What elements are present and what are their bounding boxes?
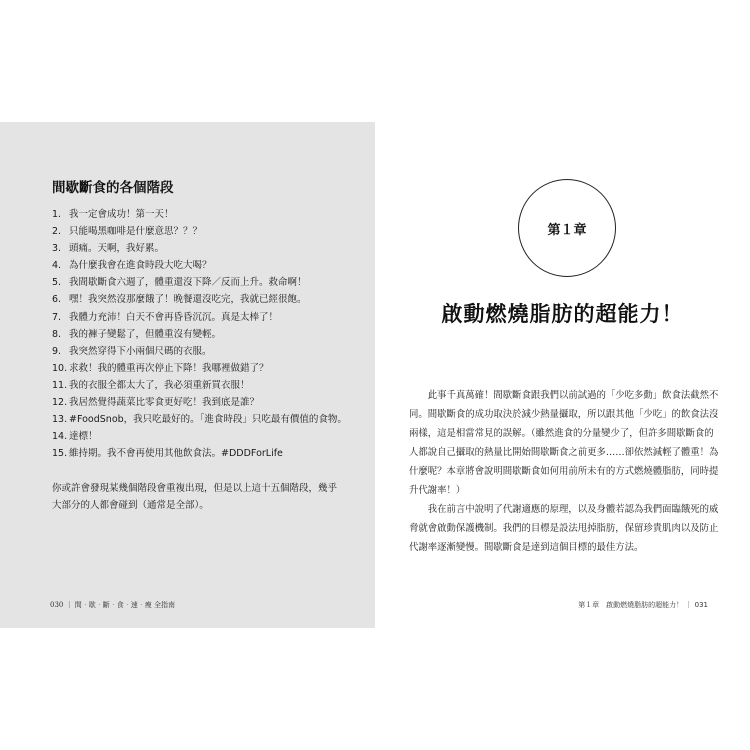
body-paragraph: 我在前言中說明了代謝適應的原理，以及身體若認為我們面臨餓死的威脅就會啟動保護機制。我們的目標是設法甩掉脂肪，保留珍貴肌肉以及防止代謝率逐漸變慢。間歇斷食是達到這個目標的最佳方法。 xyxy=(409,504,719,553)
stage-number: 15. xyxy=(52,448,68,460)
stage-item xyxy=(52,326,352,343)
right-folio: 第１章 啟動燃燒脂肪的超能力！ ｜ 031 xyxy=(578,601,708,609)
stage-number: 5. xyxy=(52,277,62,289)
stage-text: 我的衣服全都太大了，我必須重新買衣服！ xyxy=(69,379,250,391)
stage-number: 1. xyxy=(52,209,62,220)
stage-item xyxy=(52,411,352,428)
stage-text: 達標！ xyxy=(69,431,98,443)
stage-text: 我間歇斷食六週了，體重還沒下降／反而上升。救命啊！ xyxy=(69,277,307,289)
stage-item xyxy=(52,274,352,291)
stage-item xyxy=(52,257,352,274)
summary-paragraph: 你或許會發現某幾個階段會重複出現，但是以上這十五個階段，幾乎大部分的人都會碰到（通常是全部）。 xyxy=(52,483,338,511)
stage-text: 頭痛。天啊，我好累。 xyxy=(69,243,165,255)
stage-text: 嘿！我突然沒那麼餓了！晚餐還沒吃完，我就已經很飽。 xyxy=(69,294,307,306)
stage-number: 2. xyxy=(52,226,62,238)
stage-item xyxy=(52,343,352,360)
stage-item xyxy=(52,240,352,257)
stage-number: 13. xyxy=(52,414,68,426)
stage-number: 8. xyxy=(52,328,62,340)
left-page xyxy=(0,122,375,628)
stage-text: 求救！我的體重再次停止下降！我哪裡做錯了？ xyxy=(69,362,269,374)
stage-text: 我體力充沛！白天不會再昏昏沉沉。真是太棒了！ xyxy=(69,311,279,323)
stage-item xyxy=(52,377,352,394)
right-page xyxy=(375,122,750,628)
left-folio: 030 ｜ 間‧歇‧斷‧食‧速‧瘦 全指南 xyxy=(50,601,176,609)
chapter-title: 啟動燃燒脂肪的超能力！ xyxy=(441,302,684,326)
body-paragraph: 此事千真萬確！間歇斷食跟我們以前試過的「少吃多動」飲食法截然不同。間歇斷食的成功取決於減少熱量攝取，所以跟其他「少吃」的飲食法沒兩樣，這是相當常見的誤解。（雖然進食的分量變少了，但許多間歇斷食的人都說自己攝取的熱量比開始間歇斷食之前更多……卻依然減輕了體重！為什麼呢？本章將會說明間歇斷食如何用前所未有的方式燃燒體脂肪，同時提升代謝率！） xyxy=(409,390,719,496)
stage-item xyxy=(52,428,352,445)
stage-item xyxy=(52,394,352,411)
stage-number: 11. xyxy=(52,379,68,391)
stage-number: 12. xyxy=(52,397,68,409)
section-title: 間歇斷食的各個階段 xyxy=(52,180,174,196)
stage-number: 4. xyxy=(52,260,62,272)
stage-item xyxy=(52,445,352,462)
stage-text: 維持期。我不會再使用其他飲食法。#DDDForLife xyxy=(69,448,283,460)
stage-item xyxy=(52,360,352,377)
stage-item xyxy=(52,206,352,223)
stage-text: 我突然穿得下小兩個尺碼的衣服。 xyxy=(69,345,212,357)
chapter-badge xyxy=(518,179,616,277)
stage-number: 3. xyxy=(52,243,62,255)
stage-text: 我一定會成功！第一天！ xyxy=(69,209,174,220)
stage-number: 7. xyxy=(52,311,62,323)
stage-number: 10. xyxy=(52,362,68,374)
stage-number: 6. xyxy=(52,294,62,306)
stage-item xyxy=(52,309,352,326)
stage-item xyxy=(52,291,352,308)
stage-text: 我居然覺得蔬菜比零食更好吃！我到底是誰？ xyxy=(69,397,260,409)
stage-number: 14. xyxy=(52,431,68,443)
stage-text: 只能喝黑咖啡是什麼意思？？？ xyxy=(69,226,203,238)
chapter-label: 第１章 xyxy=(547,222,587,238)
stage-text: 為什麼我會在進食時段大吃大喝？ xyxy=(69,260,212,272)
chapter-body xyxy=(409,386,719,557)
stage-number: 9. xyxy=(52,345,62,357)
stage-text: #FoodSnob，我只吃最好的。「進食時段」只吃最有價值的食物。 xyxy=(69,414,347,426)
stage-item xyxy=(52,223,352,240)
stage-text: 我的褲子變鬆了，但體重沒有變輕。 xyxy=(69,328,222,340)
stages-list xyxy=(52,206,352,462)
